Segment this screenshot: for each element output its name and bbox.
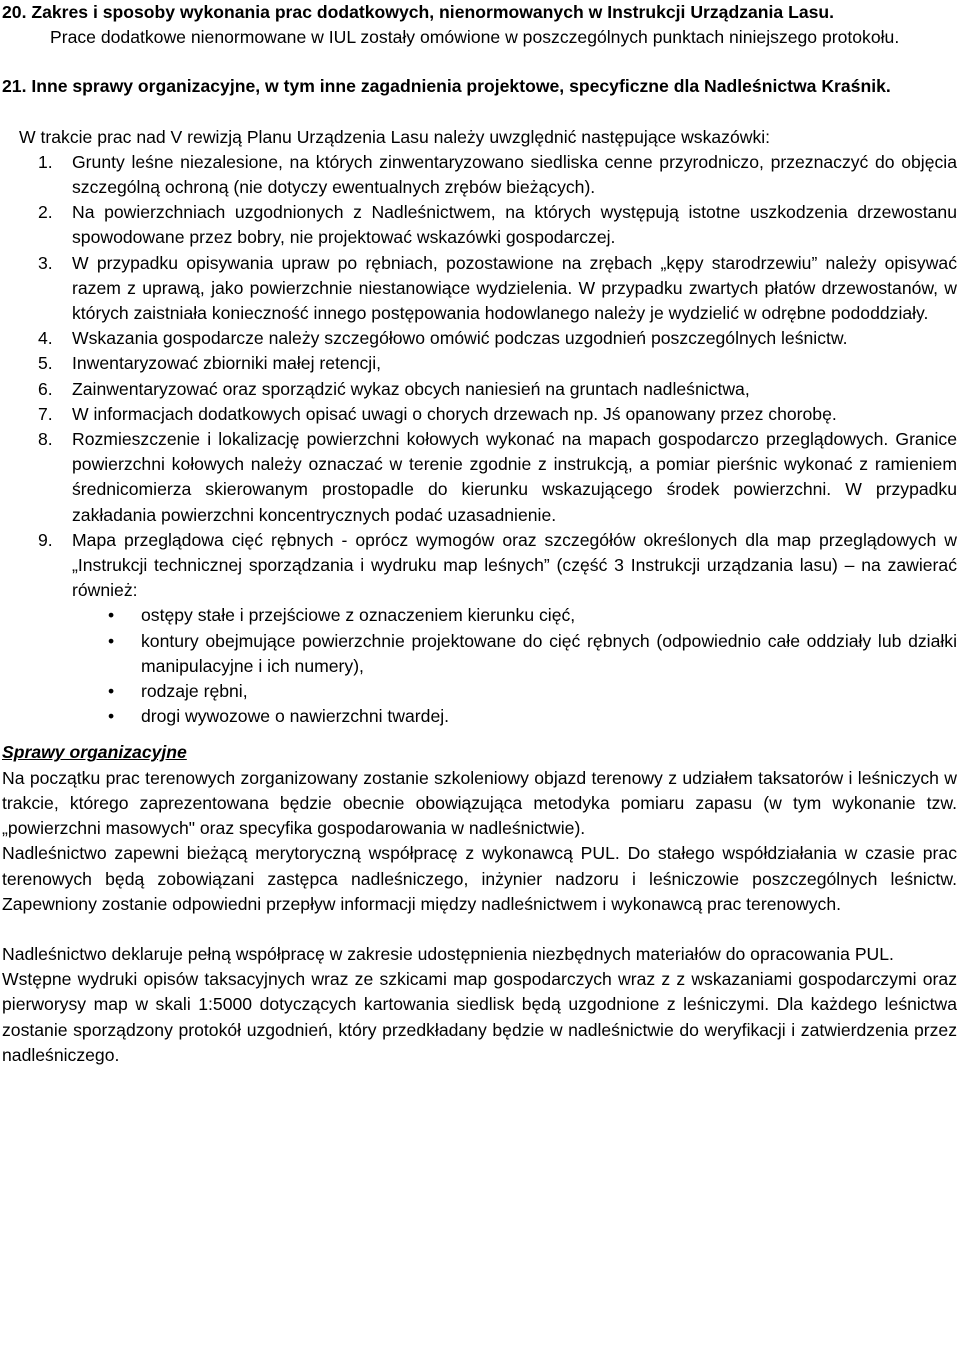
list-item — [38, 427, 957, 528]
organizational-paragraph: Nadleśnictwo zapewni bieżącą merytoryczną współpracę z wykonawcą PUL. Do stałego współdziałania w czasie prac terenowych będą zobowiązani zastępca nadleśniczego, inżynier nadzoru i leśniczowie poszczególnych leśnictw. Zapewniony zostanie odpowiedni przepływ informacji między nadleśnictwem i wykonawcą prac terenowych. — [2, 843, 957, 914]
item-text: Inwentaryzować zbiorniki małej retencji, — [72, 353, 381, 374]
bullet-text: rodzaje rębni, — [141, 681, 248, 702]
item-number: 1. — [38, 151, 53, 172]
bullet-item — [108, 679, 957, 704]
item-text: W informacjach dodatkowych opisać uwagi o chorych drzewach np. Jś opanowany przez chorobę. — [72, 403, 837, 424]
item-text: Grunty leśne niezalesione, na których zinwentaryzowano siedliska cenne przyrodniczo, przeznaczyć do objęcia szczególną ochroną (nie dotyczy ewentualnych zrębów bieżących). — [72, 151, 957, 198]
item-number: 4. — [38, 328, 53, 349]
item-number: 5. — [38, 353, 53, 374]
bullet-item — [108, 629, 957, 679]
item-text: Rozmieszczenie i lokalizację powierzchni kołowych wykonać na mapach gospodarczo przeglądowych. Granice powierzchni kołowych należy oznaczać w terenie zgodnie z instrukcją, a pomiar pierśnic wykonać z ramieniem średnicomierza skierowanym prostopadle do kierunku wskazującego środek powierzchni. W przypadku zakładania powierzchni koncentrycznych podać uzasadnienie. — [72, 429, 957, 525]
list-item — [38, 402, 957, 427]
section-21-heading: 21. Inne sprawy organizacyjne, w tym inne zagadnienia projektowe, specyficzne dla Nadleśnictwa Kraśnik. — [2, 76, 891, 97]
item-number: 2. — [38, 202, 53, 223]
bullet-item — [108, 603, 957, 628]
organizational-heading: Sprawy organizacyjne — [2, 742, 187, 763]
spacer — [2, 100, 957, 125]
item-text: Wskazania gospodarcze należy szczegółowo omówić podczas uzgodnień poszczególnych leśnictw. — [72, 328, 848, 349]
bullet-icon: • — [108, 681, 115, 702]
bullet-icon: • — [108, 605, 115, 626]
item-text: W przypadku opisywania upraw po rębniach, pozostawione na zrębach „kępy starodrzewiu” należy opisywać razem z uprawą, jako powierzchnie niestanowiące wydzielenia. W przypadku zwartych płatów drzewostanów, w których zaistniała konieczność innego postępowania hodowlanego należy je wydzielić w odrębne pododdziały. — [72, 252, 957, 324]
item-number: 9. — [38, 529, 53, 550]
list-item — [38, 150, 957, 200]
item-number: 6. — [38, 378, 53, 399]
section-20-text: Prace dodatkowe nienormowane w IUL zostały omówione w poszczególnych punktach niniejszego protokołu. — [50, 27, 900, 48]
bullet-text: drogi wywozowe o nawierzchni twardej. — [141, 706, 450, 727]
bullet-icon: • — [108, 630, 115, 651]
list-item — [38, 326, 957, 351]
list-item — [38, 377, 957, 402]
section-21-intro: W trakcie prac nad V rewizją Planu Urządzenia Lasu należy uwzględnić następujące wskazówki: — [19, 126, 771, 147]
bullet-text: ostępy stałe i przejściowe z oznaczeniem kierunku cięć, — [141, 605, 576, 626]
list-item — [38, 351, 957, 376]
spacer — [2, 917, 957, 942]
guidelines-list — [2, 150, 957, 730]
item-number: 7. — [38, 403, 53, 424]
bullet-item — [108, 704, 957, 729]
organizational-paragraph: Wstępne wydruki opisów taksacyjnych wraz ze szkicami map gospodarczych wraz z z wskazaniami gospodarczymi oraz pierworysy map w skali 1:5000 dotyczących kartowania siedlisk będą uzgodnione z leśniczymi. Dla każdego leśnictwa zostanie sporządzony protokół uzgodnień, który przedkładany będzie w nadleśnictwie do weryfikacji i zatwierdzenia przez nadleśniczego. — [2, 969, 957, 1065]
item-number: 3. — [38, 252, 53, 273]
organizational-paragraph: Na początku prac terenowych zorganizowany zostanie szkoleniowy objazd terenowy z udziałem taksatorów i leśniczych w trakcie, którego zaprezentowana będzie obecnie obowiązująca metodyka pomiaru zapasu (w tym wykonanie tzw. „powierzchni masowych" oraz specyfika gospodarowania w nadleśnictwie). — [2, 767, 957, 839]
item-text: Na powierzchniach uzgodnionych z Nadleśnictwem, na których występują istotne uszkodzenia drzewostanu spowodowane przez bobry, nie projektować wskazówki gospodarczej. — [72, 202, 957, 248]
item-text: Mapa przeglądowa cięć rębnych - oprócz wymogów oraz szczegółów określonych dla map przeglądowych w „Instrukcji technicznej sporządzania i wydruku map leśnych” (część 3 Instrukcji urządzania lasu) – na zawierać również: — [72, 529, 957, 601]
bullet-icon: • — [108, 706, 115, 727]
list-item — [38, 200, 957, 250]
spacer — [2, 50, 957, 74]
map-contents-list — [72, 603, 957, 729]
item-text: Zainwentaryzować oraz sporządzić wykaz obcych naniesień na gruntach nadleśnictwa, — [72, 378, 750, 399]
item-number: 8. — [38, 429, 53, 450]
list-item — [38, 251, 957, 327]
section-20-heading: 20. Zakres i sposoby wykonania prac dodatkowych, nienormowanych w Instrukcji Urządzania Lasu. — [2, 2, 835, 22]
organizational-paragraph: Nadleśnictwo deklaruje pełną współpracę w zakresie udostępnienia niezbędnych materiałów do opracowania PUL. — [2, 943, 894, 964]
list-item — [38, 528, 957, 730]
bullet-text: kontury obejmujące powierzchnie projektowane do cięć rębnych (odpowiednio całe oddziały lub działki manipulacyjne i ich numery), — [141, 630, 957, 676]
